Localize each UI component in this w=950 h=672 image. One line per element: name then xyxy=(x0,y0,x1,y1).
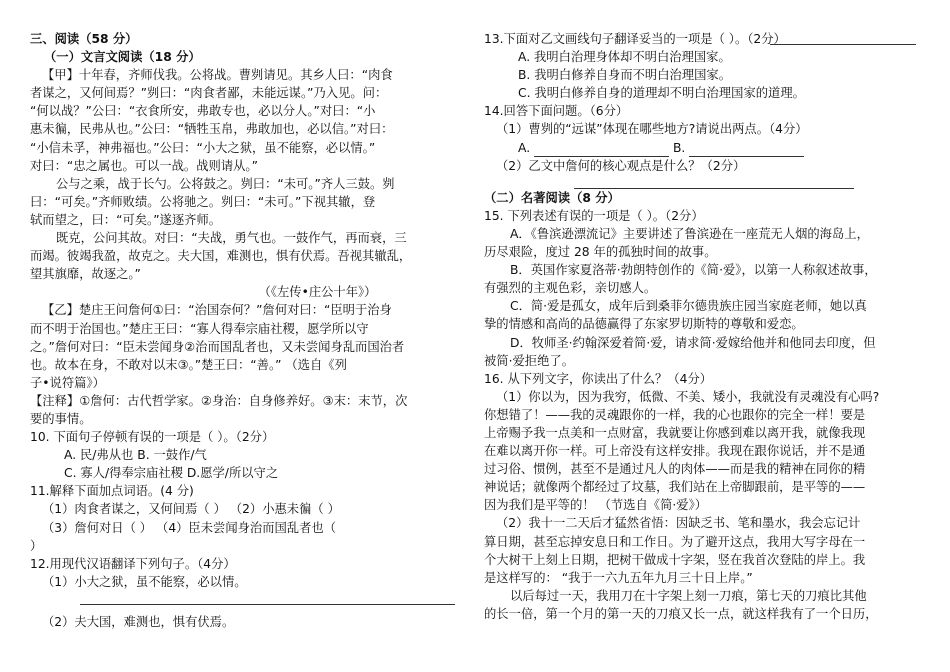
right-column xyxy=(484,30,922,623)
q16-line: 因为我们是平等的！ （节选自《简·爱》） xyxy=(484,498,708,513)
q14-item-1: （1）曹刿的“远谋”体现在哪些地方?请说出两点。（4分） xyxy=(496,122,808,137)
section-title: 三、阅读（58 分） xyxy=(30,32,138,46)
q11-items-a: （1）肉食者谋之，又何间焉（ ） （2）小惠未徧（ ） xyxy=(42,502,340,517)
jia-line: 者谋之，又何间焉？”刿曰：“肉食者鄙，未能远谋。”乃入见。问： xyxy=(30,86,388,101)
q14-answer-row xyxy=(484,139,922,157)
jia-line: 曰：“可矣。”齐师败绩。公将驰之。刿曰：“未可。”下视其辙，登 xyxy=(30,194,376,209)
notes-line: 要的事情。 xyxy=(30,411,92,426)
q13-option-b: B. 我明白修养自身而不明白治理国家。 xyxy=(518,68,732,83)
q16-line: 是这样写的： “我于一六九五年九月三十日上岸。” xyxy=(484,570,753,585)
jia-source: （《左传•庄公十年》） xyxy=(258,285,377,300)
q16-line: 的长一倍，第一个月的第一天的刀痕又长一点，就这样我有了一个日历， xyxy=(484,606,878,621)
spacer xyxy=(30,605,455,613)
q11-stem: 11.解释下面加点词语。(4 分) xyxy=(30,484,194,499)
q16-line: （1）你以为，因为我穷，低微、不美、矮小，我就没有灵魂没有心吗? xyxy=(496,389,880,404)
jia-line: “何以战？”公曰：“衣食所安，弗敢专也，必以分人。”对曰：“小 xyxy=(30,104,376,119)
yi-line: 【乙】楚庄王问詹何①曰：“治国奈何？”詹何对曰：“臣明于治身 xyxy=(42,303,392,318)
q11-items-c: ） xyxy=(30,538,43,553)
q15-stem: 15. 下列表述有误的一项是（ ）。（2分） xyxy=(484,208,704,223)
q14-a-label: A. xyxy=(518,140,531,155)
q16-line: 个大树干上刻上日期，把树干做成十字架，竖在我首次登陆的岸上。我 xyxy=(484,552,866,567)
jia-line: 既克，公问其故。对曰：“夫战，勇气也。一鼓作气，再而衰，三 xyxy=(56,231,407,246)
yi-line: 而不明于治国也。”楚庄王曰：“寡人得奉宗庙社稷，愿学所以守 xyxy=(30,321,369,336)
jia-line: “小信未孚，神弗福也。”公曰：“小大之狱，虽不能察，必以情。” xyxy=(30,140,376,155)
q10-stem: 10. 下面句子停顿有误的一项是（ ）。（2分） xyxy=(30,430,275,445)
notes-line: 【注释】①詹何：古代哲学家。②身治：自身修养好。③末：末节，次 xyxy=(30,393,408,408)
q16-line: （2）我十一二天后才猛然省悟：因缺乏书、笔和墨水，我会忘记计 xyxy=(496,516,861,531)
q13-option-a: A. 我明白治理身体却不明白治理国家。 xyxy=(518,50,731,65)
jia-line: 惠未徧，民弗从也。”公曰：“牺牲玉帛，弗敢加也，必以信。”对曰： xyxy=(30,122,394,137)
q16-line: 过习俗、惯例，甚至不是通过凡人的肉体——而是我的精神在同你的精 xyxy=(484,462,866,477)
jia-line: 望其旗靡，故逐之。” xyxy=(30,267,141,282)
q15-line: 被简·爱拒绝了。 xyxy=(484,353,574,368)
q15-line: B．英国作家夏洛蒂·勃朗特创作的《简·爱》，以第一人称叙述故事， xyxy=(510,263,877,278)
q10-options-cd: C. 寡人/得奉宗庙社稷 D.愿学/所以守之 xyxy=(64,466,279,481)
part2-title: （二）名著阅读（8 分） xyxy=(484,190,620,205)
q12-item-2: （2）夫大国，难测也，惧有伏焉。 xyxy=(42,614,235,629)
q13-option-c: C. 我明白修养自身的道理却不明白治理国家的道理。 xyxy=(518,86,805,101)
jia-line: 而竭。彼竭我盈，故克之。夫大国，难测也，惧有伏焉。吾视其辙乱， xyxy=(30,249,412,264)
q16-line: 上帝赐予我一点美和一点财富，我就要让你感到难以离开我，就像我现 xyxy=(484,425,866,440)
jia-line: 公与之乘，战于长勺。公将鼓之。刿曰：“未可。”齐人三鼓。刿 xyxy=(56,176,395,191)
q15-line: 挚的情感和高尚的品德赢得了东家罗切斯特的尊敬和爱恋。 xyxy=(484,317,804,332)
q10-options-ab: A. 民/弗从也 B. 一鼓作/气 xyxy=(64,448,207,463)
q14-stem: 14.回答下面问题。（6分） xyxy=(484,104,629,119)
part1-title: （一）文言文阅读（18 分） xyxy=(44,50,201,65)
q14-item-2: （2）乙文中詹何的核心观点是什么？（2分） xyxy=(496,158,746,173)
q15-line: 历尽艰险，度过 28 年的孤独时间的故事。 xyxy=(484,245,717,260)
q15-line: A．《鲁滨逊漂流记》主要讲述了鲁滨逊在一座荒无人烟的海岛上， xyxy=(510,226,869,241)
q16-line: 在难以离开你一样。可上帝没有这样安排。我现在跟你说话，并不是通 xyxy=(484,444,866,459)
q13-stem: 13.下面对乙文画线句子翻译妥当的一项是（ ）。（2分） xyxy=(484,32,786,46)
q15-line: C．简·爱是孤女，成年后到桑菲尔德贵族庄园当家庭老师，她以真 xyxy=(510,299,867,314)
q11-items-b: （3）詹何对日（ ） （4）臣未尝闻身治而国乱者也（ xyxy=(42,520,336,535)
yi-line: 子•说符篇》） xyxy=(30,375,105,390)
q16-line: 你想错了！——我的灵魂跟你的一样，我的心也跟你的完全一样！要是 xyxy=(484,407,866,422)
q16-line: 神说话；就像两个都经过了坟墓，我们站在上帝脚跟前，是平等的—— xyxy=(484,480,866,495)
q12-stem: 12.用现代汉语翻译下列句子。（4分） xyxy=(30,556,236,571)
jia-line: 对曰：“忠之属也。可以一战。战则请从。” xyxy=(30,158,258,173)
q15-line: D．牧师圣·约翰深爱着简·爱，请求简·爱嫁给他并和他同去印度，但 xyxy=(510,335,876,350)
left-column xyxy=(30,30,455,631)
yi-line: 之。”詹何对曰：“臣未尝闻身②治而国乱者也，又未尝闻身乱而国治者 xyxy=(30,339,405,354)
q14-answer-line-2 xyxy=(574,175,854,189)
jia-line: 【甲】十年春，齐师伐我。公将战。曹刿请见。其乡人曰：“肉食 xyxy=(42,68,393,83)
jia-line: 轼而望之，曰：“可矣。”遂逐齐师。 xyxy=(30,212,222,227)
q14-b-label: B. xyxy=(672,140,686,155)
yi-line: 也。故本在身，不敢对以末③。”楚王曰：“善。” （选自《列 xyxy=(30,357,347,372)
q16-line: 算日期，甚至忘掉安息日和工作日。为了避开这点，我用大写字母在一 xyxy=(484,534,866,549)
q15-line: 有强烈的主观色彩，亲切感人。 xyxy=(484,281,657,296)
q16-stem: 16. 从下列文字，你读出了什么？（4分） xyxy=(484,371,713,386)
q12-answer-line-1 xyxy=(80,591,455,605)
q16-line: 以后每过一天，我用刀在十字架上刻一刀痕，第七天的刀痕比其他 xyxy=(510,588,867,603)
q12-item-1: （1）小大之狱，虽不能察，必以情。 xyxy=(42,574,247,589)
